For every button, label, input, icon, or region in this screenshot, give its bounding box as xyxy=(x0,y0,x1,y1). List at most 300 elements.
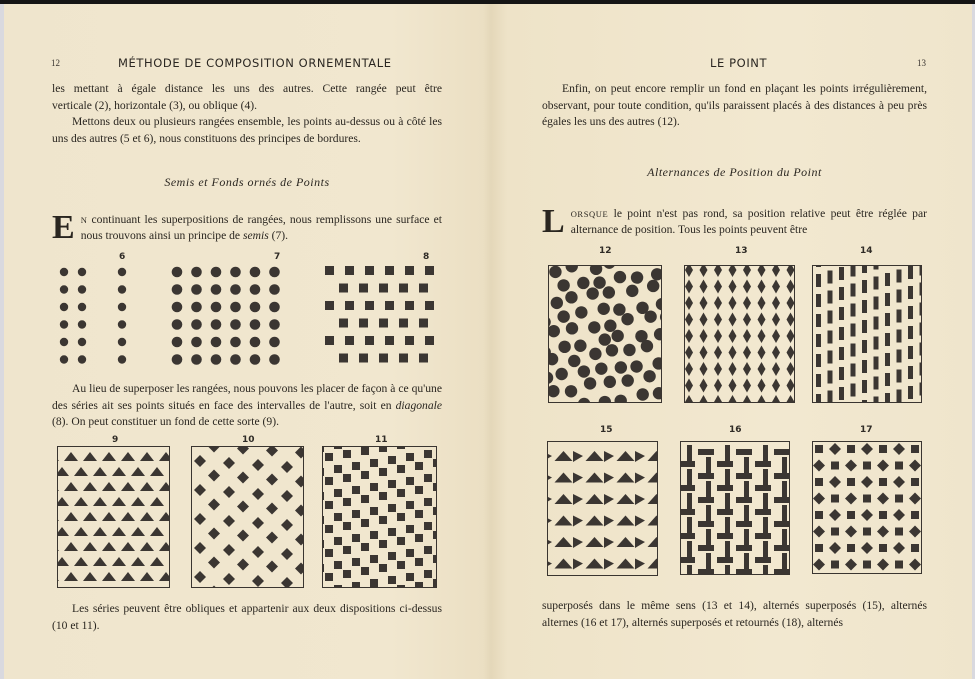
diamond-mark xyxy=(194,571,206,583)
dot-mark xyxy=(584,377,596,389)
dot-mark xyxy=(60,285,68,293)
triangle-mark xyxy=(74,497,88,506)
vertical-bar-mark xyxy=(725,517,730,533)
triangle-right-mark xyxy=(635,559,645,570)
horizontal-bar-mark xyxy=(736,545,752,551)
bar-mark xyxy=(828,271,833,284)
dot-mark xyxy=(548,265,551,267)
figure-label: 17 xyxy=(860,425,873,435)
dot-mark xyxy=(637,388,649,400)
lozenge-mark xyxy=(700,362,708,376)
lozenge-mark xyxy=(758,280,766,294)
diamond-mark xyxy=(266,561,278,573)
triangle-mark xyxy=(93,467,107,476)
diamond-mark xyxy=(266,503,278,515)
horizontal-bar-mark xyxy=(736,569,752,575)
horizontal-bar-mark xyxy=(755,485,771,491)
horizontal-bar-mark xyxy=(717,461,733,467)
square-mark xyxy=(911,544,919,552)
bar-mark xyxy=(908,386,913,399)
triangle-mark xyxy=(102,452,116,461)
lozenge-mark xyxy=(787,265,795,277)
dot-mark xyxy=(548,385,560,397)
triangle-mark xyxy=(159,572,170,581)
paragraph: Mettons deux ou plusieurs rangées ensemble, les points au-dessus ou à côté les uns des autres (5 et 6), nous constituons des principes de bordures. xyxy=(52,115,442,145)
triangle-mark xyxy=(57,527,69,536)
section-heading: Alternances de Position du Point xyxy=(647,165,822,179)
square-mark xyxy=(325,501,333,509)
horizontal-bar-mark xyxy=(736,449,752,455)
triangle-up-mark xyxy=(555,451,573,461)
diamond-mark xyxy=(845,559,857,571)
diamond-mark xyxy=(893,542,905,554)
triangle-up-mark xyxy=(586,516,604,526)
dot-mark xyxy=(191,284,202,295)
diamond-mark xyxy=(237,559,249,571)
square-mark xyxy=(424,570,432,578)
triangle-right-mark xyxy=(573,494,583,505)
horizontal-bar-mark xyxy=(717,509,733,515)
triangle-mark xyxy=(102,542,116,551)
square-mark xyxy=(847,511,855,519)
bar-mark xyxy=(874,397,879,404)
bar-mark xyxy=(862,300,867,313)
horizontal-bar-mark xyxy=(680,461,695,467)
triangle-mark xyxy=(74,527,88,536)
square-mark xyxy=(815,478,823,486)
square-mark xyxy=(334,465,342,473)
square-mark xyxy=(425,266,434,275)
horizontal-bar-mark xyxy=(774,473,790,479)
triangle-up-mark xyxy=(586,451,604,461)
dot-mark xyxy=(269,267,280,278)
dot-mark xyxy=(604,376,616,388)
square-mark xyxy=(343,450,351,458)
square-mark xyxy=(424,546,432,554)
square-mark xyxy=(406,501,414,509)
bar-mark xyxy=(839,387,844,400)
triangle-mark xyxy=(83,572,97,581)
bar-mark xyxy=(885,373,890,386)
dot-mark xyxy=(577,277,589,289)
dot-mark xyxy=(172,319,183,330)
dot-mark xyxy=(118,320,126,328)
lozenge-mark xyxy=(729,280,737,294)
triangle-mark xyxy=(121,572,135,581)
triangle-mark xyxy=(140,482,154,491)
horizontal-bar-mark xyxy=(680,509,695,515)
bar-mark xyxy=(908,266,913,279)
square-mark xyxy=(322,540,324,548)
diamond-mark xyxy=(813,460,825,472)
square-mark xyxy=(388,456,396,464)
dot-mark xyxy=(575,306,587,318)
bar-mark xyxy=(862,280,867,293)
triangle-right-mark xyxy=(604,559,614,570)
square-mark xyxy=(370,507,378,515)
triangle-up-mark xyxy=(586,494,604,504)
bar-mark xyxy=(885,265,890,266)
square-mark xyxy=(425,301,434,310)
square-mark xyxy=(339,284,348,293)
figure-label: 11 xyxy=(375,435,388,445)
paragraph-text: superposés dans le même sens (13 et 14), alternés superposés (15), alternés alternes (16 et 17), alternés superposés et retournés (18), alternés xyxy=(542,599,927,629)
square-mark xyxy=(325,266,334,275)
square-mark xyxy=(334,489,342,497)
square-mark xyxy=(831,495,839,503)
italic-term: diagonale xyxy=(395,398,442,412)
dot-mark xyxy=(118,268,126,276)
figure-13-lozenges xyxy=(684,265,795,403)
lozenge-mark xyxy=(714,329,722,343)
triangle-up-mark xyxy=(555,537,573,547)
figure-8-diagonal-squares xyxy=(322,262,442,370)
dot-mark xyxy=(250,319,261,330)
square-mark xyxy=(433,579,437,587)
square-mark xyxy=(406,549,414,557)
vertical-bar-mark xyxy=(744,553,749,569)
square-mark xyxy=(325,525,333,533)
square-mark xyxy=(361,567,369,575)
figure-6-dot-rows xyxy=(56,262,136,370)
lozenge-mark xyxy=(772,296,780,310)
triangle-mark xyxy=(102,512,116,521)
dot-mark xyxy=(566,265,578,273)
triangle-right-mark xyxy=(547,537,552,548)
bar-mark xyxy=(828,371,833,384)
dot-mark xyxy=(211,354,222,365)
square-mark xyxy=(406,453,414,461)
vertical-bar-mark xyxy=(763,541,768,557)
dot-mark xyxy=(191,354,202,365)
triangle-right-mark xyxy=(573,559,583,570)
square-mark xyxy=(419,354,428,363)
square-mark xyxy=(379,492,387,500)
italic-term: semis xyxy=(242,229,269,242)
triangle-mark xyxy=(150,557,164,566)
smallcaps-text: N xyxy=(80,215,88,225)
diamond-mark xyxy=(829,542,841,554)
lozenge-mark xyxy=(743,296,751,310)
vertical-bar-mark xyxy=(782,457,787,473)
square-mark xyxy=(424,522,432,530)
triangle-mark xyxy=(112,557,126,566)
bar-mark xyxy=(885,353,890,366)
figure-11-squares xyxy=(322,446,437,588)
square-mark xyxy=(815,445,823,453)
dot-mark xyxy=(60,320,68,328)
bar-mark xyxy=(874,265,879,270)
paragraph-text: Les séries peuvent être obliques et appartenir aux deux dispositions ci-dessus (10 et 11). xyxy=(52,602,442,632)
vertical-bar-mark xyxy=(782,481,787,497)
triangle-up-mark xyxy=(586,473,604,483)
square-mark xyxy=(847,445,855,453)
bar-mark xyxy=(885,333,890,346)
diamond-mark xyxy=(281,519,293,531)
horizontal-bar-mark xyxy=(755,461,771,467)
dot-mark xyxy=(211,267,222,278)
square-mark xyxy=(361,519,369,527)
diamond-mark xyxy=(893,509,905,521)
square-mark xyxy=(415,558,423,566)
vertical-bar-mark xyxy=(744,481,749,497)
square-mark xyxy=(879,544,887,552)
square-mark xyxy=(397,585,405,588)
lozenge-mark xyxy=(729,265,737,277)
square-mark xyxy=(425,336,434,345)
dropcap-paragraph xyxy=(542,203,927,240)
dot-mark xyxy=(641,340,653,352)
square-mark xyxy=(419,284,428,293)
triangle-up-mark xyxy=(648,473,659,483)
figure-15-alternating-triangles xyxy=(547,441,658,576)
square-mark xyxy=(352,510,360,518)
triangle-right-mark xyxy=(604,451,614,462)
square-mark xyxy=(370,483,378,491)
lozenge-mark xyxy=(729,313,737,327)
lozenge-mark xyxy=(729,362,737,376)
bar-mark xyxy=(874,337,879,350)
dot-mark xyxy=(644,310,656,322)
triangle-mark xyxy=(150,467,164,476)
bar-mark xyxy=(851,265,856,277)
triangle-right-mark xyxy=(573,473,583,484)
lozenge-mark xyxy=(685,280,693,294)
bar-mark xyxy=(851,344,856,357)
square-mark xyxy=(399,354,408,363)
dot-mark xyxy=(565,385,577,397)
lozenge-mark xyxy=(758,296,766,310)
bar-mark xyxy=(839,327,844,340)
lozenge-mark xyxy=(729,296,737,310)
dot-mark xyxy=(191,337,202,348)
bar-mark xyxy=(851,304,856,317)
horizontal-bar-mark xyxy=(680,485,695,491)
triangle-mark xyxy=(83,542,97,551)
horizontal-bar-mark xyxy=(680,533,695,539)
diamond-mark xyxy=(223,544,235,556)
diamond-mark xyxy=(252,488,264,500)
triangle-right-mark xyxy=(635,537,645,548)
dot-mark xyxy=(598,303,610,315)
figure-label: 13 xyxy=(735,246,748,256)
bar-mark xyxy=(885,313,890,326)
diamond-mark xyxy=(237,530,249,542)
bar-mark xyxy=(816,314,821,327)
square-mark xyxy=(343,474,351,482)
lozenge-mark xyxy=(758,379,766,393)
running-head: LE POINT xyxy=(710,56,768,70)
paragraph-text: Enfin, on peut encore remplir un fond en plaçant les points irrégulièrement, observant, pour toute condition, qu'ils paraissent placés à des distances à peu près égales les uns des autres (12). xyxy=(542,82,927,129)
triangle-mark xyxy=(169,527,170,536)
bar-mark xyxy=(874,277,879,290)
dot-mark xyxy=(269,302,280,313)
diamond-mark xyxy=(829,443,841,455)
diamond-mark xyxy=(194,542,206,554)
diamond-mark xyxy=(813,559,825,571)
square-mark xyxy=(863,495,871,503)
square-mark xyxy=(831,528,839,536)
dot-mark xyxy=(615,361,627,373)
square-mark xyxy=(406,573,414,581)
triangle-mark xyxy=(159,482,170,491)
dot-mark xyxy=(568,355,580,367)
diamond-mark xyxy=(845,526,857,538)
text-line: verticale (2), horizontale (3), ou oblique (4). xyxy=(52,98,258,112)
lozenge-mark xyxy=(685,329,693,343)
square-mark xyxy=(334,585,342,588)
vertical-bar-mark xyxy=(725,541,730,557)
diamond-mark xyxy=(893,443,905,455)
dot-mark xyxy=(615,395,627,403)
square-mark xyxy=(388,576,396,584)
vertical-bar-mark xyxy=(687,493,692,509)
vertical-bar-mark xyxy=(687,517,692,533)
horizontal-bar-mark xyxy=(774,449,790,455)
bar-mark xyxy=(816,394,821,403)
dot-mark xyxy=(250,354,261,365)
diamond-mark xyxy=(813,526,825,538)
triangle-mark xyxy=(57,542,59,551)
square-mark xyxy=(388,552,396,560)
paragraph xyxy=(52,381,442,431)
vertical-bar-mark xyxy=(744,529,749,545)
triangle-right-mark xyxy=(604,537,614,548)
diamond-mark xyxy=(845,460,857,472)
dot-mark xyxy=(250,302,261,313)
diamond-mark xyxy=(194,513,206,525)
triangle-mark xyxy=(140,572,154,581)
lozenge-mark xyxy=(743,379,751,393)
vertical-bar-mark xyxy=(687,469,692,485)
figure-label: 12 xyxy=(599,246,612,256)
dot-mark xyxy=(654,328,662,340)
triangle-mark xyxy=(169,467,170,476)
square-mark xyxy=(405,266,414,275)
lozenge-mark xyxy=(685,296,693,310)
horizontal-bar-mark xyxy=(736,521,752,527)
lozenge-mark xyxy=(787,362,795,376)
triangle-up-mark xyxy=(648,451,659,461)
triangle-up-mark xyxy=(617,559,635,569)
bar-mark xyxy=(816,265,821,267)
square-mark xyxy=(433,555,437,563)
diamond-mark xyxy=(295,505,304,517)
dot-mark xyxy=(172,337,183,348)
bar-mark xyxy=(897,350,902,363)
dot-mark xyxy=(118,355,126,363)
bar-mark xyxy=(897,310,902,323)
horizontal-bar-mark xyxy=(698,569,714,575)
dot-mark xyxy=(574,340,586,352)
bar-mark xyxy=(897,290,902,303)
lozenge-mark xyxy=(758,395,766,403)
lozenge-mark xyxy=(700,379,708,393)
vertical-bar-mark xyxy=(725,493,730,509)
dot-mark xyxy=(211,319,222,330)
square-mark xyxy=(911,445,919,453)
dot-mark xyxy=(230,354,241,365)
lozenge-mark xyxy=(758,329,766,343)
dot-mark xyxy=(606,344,618,356)
diamond-mark xyxy=(252,575,264,587)
vertical-bar-mark xyxy=(725,565,730,575)
horizontal-bar-mark xyxy=(698,521,714,527)
diamond-mark xyxy=(295,476,304,488)
dot-mark xyxy=(269,354,280,365)
triangle-mark xyxy=(64,572,78,581)
square-mark xyxy=(359,319,368,328)
diamond-mark xyxy=(208,499,220,511)
square-mark xyxy=(415,534,423,542)
dot-mark xyxy=(589,348,601,360)
bar-mark xyxy=(897,390,902,403)
vertical-bar-mark xyxy=(744,505,749,521)
lozenge-mark xyxy=(714,395,722,403)
paragraph-text: Au lieu de superposer les rangées, nous pouvons les placer de façon à ce qu'une des séries ait ses points situés en face des intervalles de l'autre, soit en xyxy=(52,382,442,412)
lozenge-mark xyxy=(772,379,780,393)
triangle-mark xyxy=(121,542,135,551)
dot-mark xyxy=(211,337,222,348)
triangle-up-mark xyxy=(648,537,659,547)
lozenge-mark xyxy=(729,329,737,343)
lozenge-mark xyxy=(729,379,737,393)
bar-mark xyxy=(828,351,833,364)
lozenge-mark xyxy=(714,280,722,294)
dot-mark xyxy=(172,302,183,313)
diamond-mark xyxy=(194,484,206,496)
lozenge-mark xyxy=(787,395,795,403)
lozenge-mark xyxy=(700,346,708,360)
square-mark xyxy=(415,510,423,518)
paragraph-continued xyxy=(52,81,442,147)
triangle-up-mark xyxy=(586,537,604,547)
triangle-mark xyxy=(57,497,69,506)
triangle-mark xyxy=(131,557,145,566)
lozenge-mark xyxy=(758,362,766,376)
bar-mark xyxy=(862,400,867,403)
dot-mark xyxy=(578,365,590,377)
triangle-mark xyxy=(83,452,97,461)
square-mark xyxy=(322,446,324,452)
square-mark xyxy=(325,301,334,310)
horizontal-bar-mark xyxy=(698,473,714,479)
lozenge-mark xyxy=(685,265,693,277)
lozenge-mark xyxy=(772,313,780,327)
smallcaps-text: ORSQUE xyxy=(570,209,609,219)
square-mark xyxy=(325,453,333,461)
square-mark xyxy=(406,477,414,485)
triangle-mark xyxy=(159,452,170,461)
dropcap-paragraph xyxy=(52,209,442,246)
horizontal-bar-mark xyxy=(680,557,695,563)
diamond-mark xyxy=(237,588,249,589)
square-mark xyxy=(879,445,887,453)
dot-mark xyxy=(604,320,616,332)
vertical-bar-mark xyxy=(744,457,749,473)
bar-mark xyxy=(839,347,844,360)
triangle-up-mark xyxy=(648,559,659,569)
square-mark xyxy=(339,319,348,328)
vertical-bar-mark xyxy=(706,529,711,545)
dot-mark xyxy=(588,321,600,333)
lozenge-mark xyxy=(787,280,795,294)
section-heading: Semis et Fonds ornés de Points xyxy=(164,175,330,189)
triangle-mark xyxy=(74,467,88,476)
dot-mark xyxy=(643,370,655,382)
vertical-bar-mark xyxy=(706,481,711,497)
lozenge-mark xyxy=(743,362,751,376)
